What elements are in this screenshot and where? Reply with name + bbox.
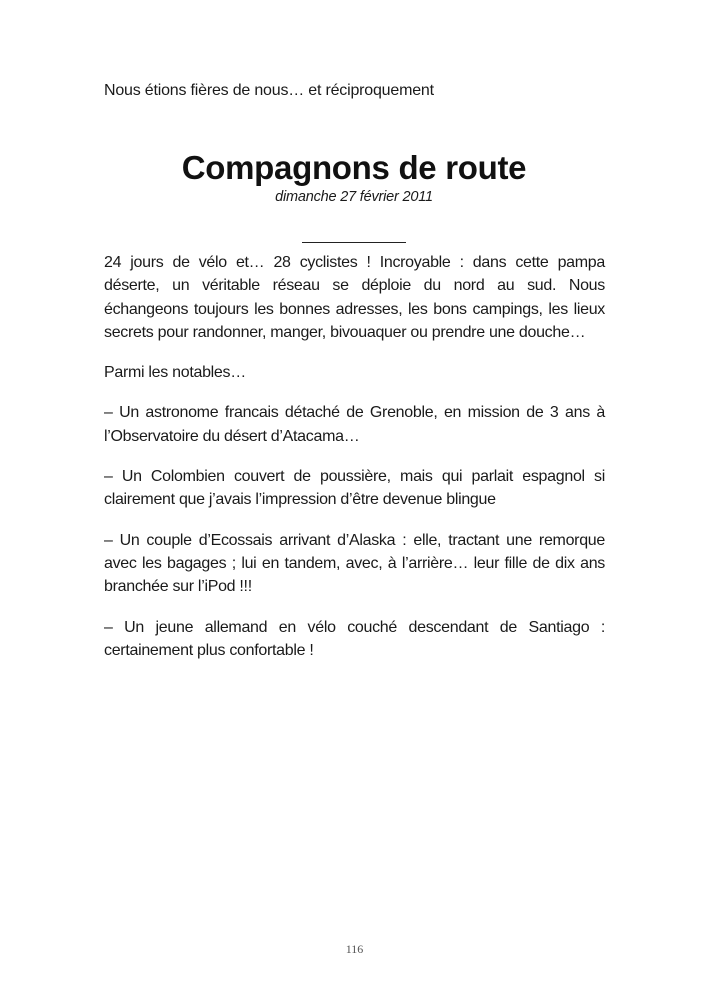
paragraph-ecossais: – Un couple d’Ecossais arrivant d’Alaska : elle, tractant une remorque avec les bagages ; lui en tandem, avec, à l’arrière… leur fille de dix ans branchée sur l’iPod !!!: [104, 531, 605, 596]
paragraph-astronome: – Un astronome francais détaché de Grenoble, en mission de 3 ans à l’Observatoire du désert d’Atacama…: [104, 404, 605, 445]
paragraph-notables-heading: Parmi les notables…: [104, 364, 246, 382]
article-title: Compagnons de route: [181, 149, 527, 186]
article-date: dimanche 27 février 2011: [275, 189, 433, 205]
paragraph-colombien: – Un Colombien couvert de poussière, mais qui parlait espagnol si clairement que j’avais l’impression d’être devenue blingue: [104, 468, 605, 509]
page-number: 116: [345, 942, 364, 956]
title-separator-rule: [302, 242, 406, 243]
previous-article-closing-line: Nous étions fières de nous… et réciproquement: [104, 82, 434, 99]
article-body: [104, 251, 605, 679]
paragraph-allemand: – Un jeune allemand en vélo couché descendant de Santiago : certainement plus confortable !: [104, 618, 605, 659]
paragraph-intro: 24 jours de vélo et… 28 cyclistes ! Incroyable : dans cette pampa déserte, un véritable réseau se déploie du nord au sud. Nous échangeons toujours les bonnes adresses, les bons campings, les lieux secrets pour randonner, manger, bivouaquer ou prendre une douche…: [104, 254, 605, 341]
